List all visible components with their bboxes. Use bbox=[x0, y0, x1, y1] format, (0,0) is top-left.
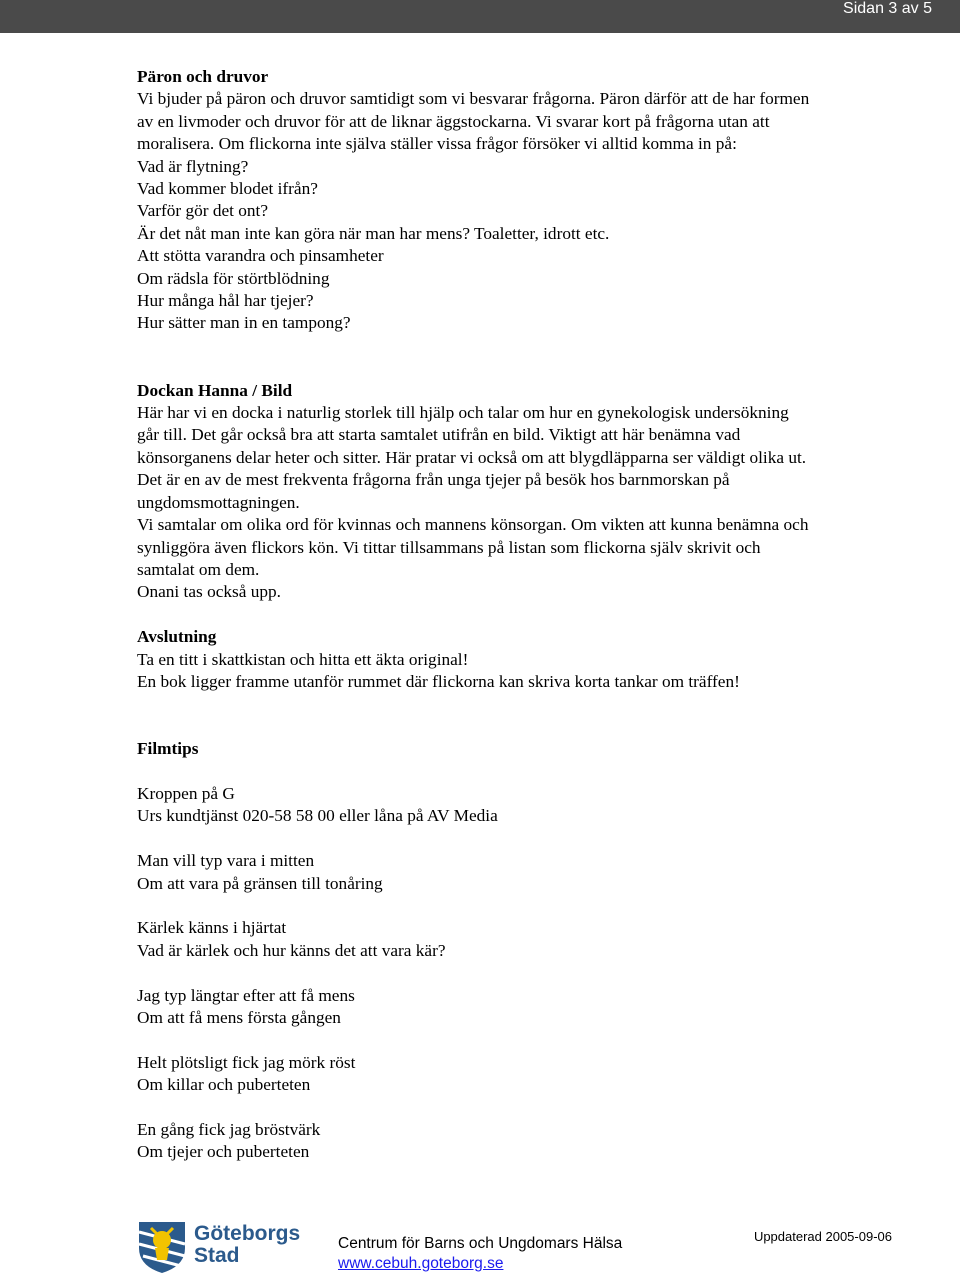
film-description: Om att få mens första gången bbox=[137, 1007, 341, 1027]
paragraph-line: Onani tas också upp. bbox=[137, 582, 281, 602]
page-indicator: Sidan 3 av 5 bbox=[843, 0, 932, 17]
paragraph-line: Varför gör det ont? bbox=[137, 201, 269, 221]
paragraph-line: Det är en av de mest frekventa frågorna från unga tjejer på besök hos barnmorskan på bbox=[137, 470, 730, 490]
film-description: Om att vara på gränsen till tonåring bbox=[137, 873, 383, 893]
film-description: Vad är kärlek och hur känns det att vara kär? bbox=[137, 940, 446, 960]
paragraph-line: Om rädsla för störtblödning bbox=[137, 268, 330, 288]
goteborgs-stad-logo bbox=[137, 1218, 302, 1274]
paragraph-line: Här har vi en docka i naturlig storlek till hjälp och talar om hur en gynekologisk undersökning bbox=[137, 403, 789, 423]
film-title: Helt plötsligt fick jag mörk röst bbox=[137, 1052, 356, 1072]
film-description: Om tjejer och puberteten bbox=[137, 1142, 310, 1162]
paragraph-line: ungdomsmottagningen. bbox=[137, 492, 300, 512]
paragraph-line: Vi samtalar om olika ord för kvinnas och mannens könsorgan. Om vikten att kunna benämna och bbox=[137, 515, 809, 535]
paragraph-line: Vi bjuder på päron och druvor samtidigt som vi besvarar frågorna. Päron därför att de har formen bbox=[137, 89, 810, 109]
film-description: Om killar och puberteten bbox=[137, 1075, 311, 1095]
section-heading-avslutning: Avslutning bbox=[137, 627, 217, 647]
film-title: Man vill typ vara i mitten bbox=[137, 851, 315, 871]
coat-of-arms-icon bbox=[137, 1218, 187, 1274]
organization-name: Centrum för Barns och Ungdomars Hälsa bbox=[338, 1235, 623, 1252]
paragraph-line: moralisera. Om flickorna inte själva ställer vissa frågor försöker vi alltid komma in på: bbox=[137, 134, 737, 154]
paragraph-line: Att stötta varandra och pinsamheter bbox=[137, 246, 384, 266]
film-description: Urs kundtjänst 020-58 58 00 eller låna på AV Media bbox=[137, 806, 498, 826]
paragraph-line: Är det nåt man inte kan göra när man har mens? Toaletter, idrott etc. bbox=[137, 223, 610, 243]
footer-organization bbox=[338, 1234, 622, 1274]
paragraph-line: synliggöra även flickors kön. Vi tittar tillsammans på listan som flickorna själv skrivit och bbox=[137, 537, 761, 557]
film-title: Kroppen på G bbox=[137, 783, 235, 803]
paragraph-line: går till. Det går också bra att starta samtalet utifrån en bild. Viktigt att här benämna vad bbox=[137, 425, 741, 445]
updated-date: Uppdaterad 2005-09-06 bbox=[753, 1229, 892, 1244]
document-body bbox=[137, 66, 917, 1164]
website-link[interactable]: www.cebuh.goteborg.se bbox=[338, 1255, 504, 1272]
paragraph-line: Hur många hål har tjejer? bbox=[137, 291, 314, 311]
paragraph-line: Vad är flytning? bbox=[137, 156, 249, 176]
paragraph-line: En bok ligger framme utanför rummet där flickorna kan skriva korta tankar om träffen! bbox=[137, 671, 740, 691]
logo-text-line2: Stad bbox=[194, 1244, 240, 1267]
section-heading-paron: Päron och druvor bbox=[137, 67, 269, 86]
paragraph-line: Ta en titt i skattkistan och hitta ett äkta original! bbox=[137, 649, 469, 669]
paragraph-line: samtalat om dem. bbox=[137, 559, 260, 579]
film-title: Kärlek känns i hjärtat bbox=[137, 918, 287, 938]
section-heading-dockan: Dockan Hanna / Bild bbox=[137, 380, 293, 400]
paragraph-line: Hur sätter man in en tampong? bbox=[137, 313, 351, 333]
film-title: Jag typ längtar efter att få mens bbox=[137, 985, 355, 1005]
section-heading-filmtips: Filmtips bbox=[137, 739, 199, 759]
film-title: En gång fick jag bröstvärk bbox=[137, 1119, 321, 1139]
top-bar bbox=[0, 0, 960, 33]
paragraph-line: Vad kommer blodet ifrån? bbox=[137, 179, 318, 199]
paragraph-line: könsorganens delar heter och sitter. Här pratar vi också om att blygdläpparna ser väldigt olika ut. bbox=[137, 447, 807, 467]
paragraph-line: av en livmoder och druvor för att de liknar äggstockarna. Vi svarar kort på frågorna utan att bbox=[137, 111, 770, 131]
logo-text-line1: Göteborgs bbox=[194, 1222, 301, 1245]
